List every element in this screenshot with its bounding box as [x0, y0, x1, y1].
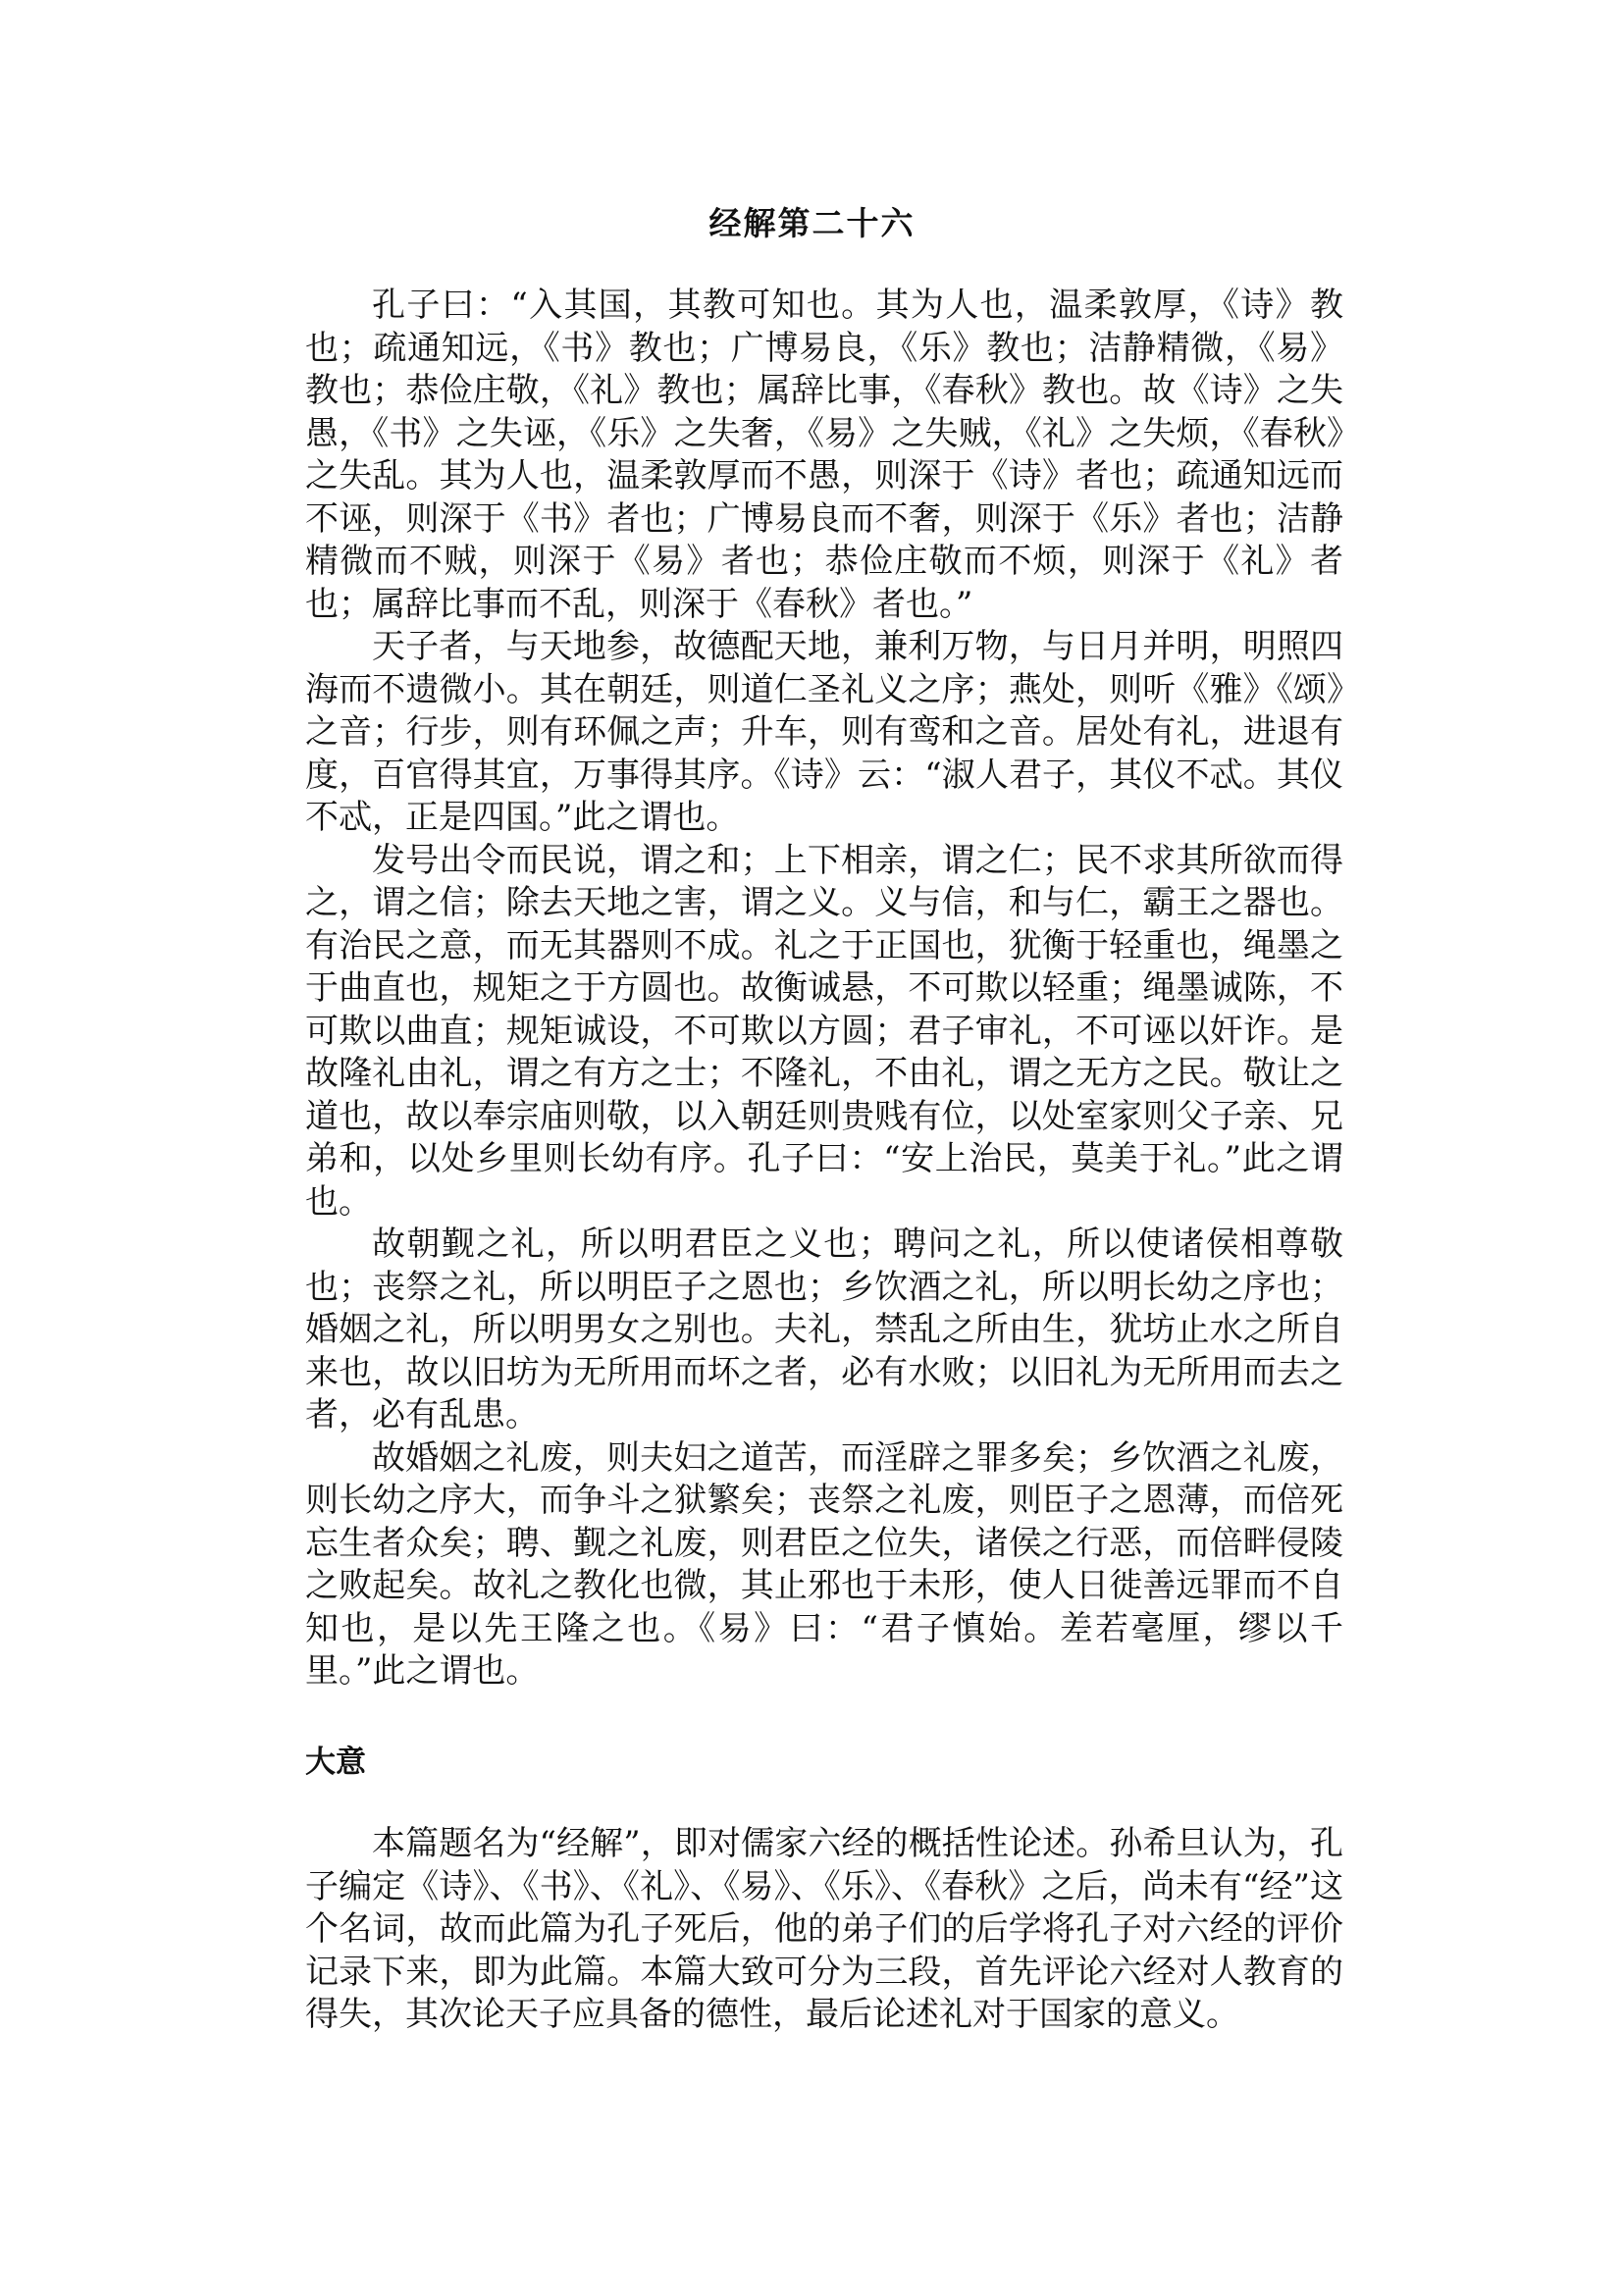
paragraph-1: 孔子曰：“入其国，其教可知也。其为人也，温柔敦厚，《诗》教也；疏通知远，《书》教也；广博易良，《乐》教也；洁静精微，《易》教也；恭俭庄敬，《礼》教也；属辞比事，《春秋》教也。故《诗》之失愚，《书》之失诬，《乐》之失奢，《易》之失贼，《礼》之失烦，《春秋》之失乱。其为人也，温柔敦厚而不愚，则深于《诗》者也；疏通知远而不诬，则深于《书》者也；广博易良而不奢，则深于《乐》者也；洁静精微而不贼，则深于《易》者也；恭俭庄敬而不烦，则深于《礼》者也；属辞比事而不乱，则深于《春秋》者也。”	[305, 286, 1343, 624]
paragraph-2: 天子者，与天地参，故德配天地，兼利万物，与日月并明，明照四海而不遗微小。其在朝廷，则道仁圣礼义之序；燕处，则听《雅》《颂》之音；行步，则有环佩之声；升车，则有鸾和之音。居处有礼，进退有度，百官得其宜，万事得其序。《诗》云：“淑人君子，其仪不忒。其仪不忒，正是四国。”此之谓也。	[305, 627, 1343, 837]
main-text	[305, 285, 1343, 1694]
summary-section	[305, 1823, 1343, 2037]
summary-heading: 大意	[305, 1745, 366, 1780]
paragraph-4: 故朝觐之礼，所以明君臣之义也；聘问之礼，所以使诸侯相尊敬也；丧祭之礼，所以明臣子之恩也；乡饮酒之礼，所以明长幼之序也；婚姻之礼，所以明男女之别也。夫礼，禁乱之所由生，犹坊止水之所自来也，故以旧坊为无所用而坏之者，必有水败；以旧礼为无所用而去之者，必有乱患。	[305, 1225, 1343, 1434]
paragraph-5: 故婚姻之礼废，则夫妇之道苦，而淫辟之罪多矣；乡饮酒之礼废，则长幼之序大，而争斗之狱繁矣；丧祭之礼废，则臣子之恩薄，而倍死忘生者众矣；聘、觐之礼废，则君臣之位失，诸侯之行恶，而倍畔侵陵之败起矣。故礼之教化也微，其止邪也于未形，使人日徙善远罪而不自知也，是以先王隆之也。《易》曰：“君子慎始。差若毫厘，缪以千里。”此之谓也。	[305, 1437, 1343, 1691]
summary-paragraph: 本篇题名为“经解”，即对儒家六经的概括性论述。孙希旦认为，孔子编定《诗》、《书》、《礼》、《易》、《乐》、《春秋》之后，尚未有“经”这个名词，故而此篇为孔子死后，他的弟子们的后学将孔子对六经的评价记录下来，即为此篇。本篇大致可分为三段，首先评论六经对人教育的得失，其次论天子应具备的德性，最后论述礼对于国家的意义。	[305, 1824, 1343, 2034]
page-title: 经解第二十六	[708, 204, 916, 242]
paragraph-3: 发号出令而民说，谓之和；上下相亲，谓之仁；民不求其所欲而得之，谓之信；除去天地之害，谓之义。义与信，和与仁，霸王之器也。有治民之意，而无其器则不成。礼之于正国也，犹衡于轻重也，绳墨之于曲直也，规矩之于方圆也。故衡诚悬，不可欺以轻重；绳墨诚陈，不可欺以曲直；规矩诚设，不可欺以方圆；君子审礼，不可诬以奸诈。是故隆礼由礼，谓之有方之士；不隆礼，不由礼，谓之无方之民。敬让之道也，故以奉宗庙则敬，以入朝廷则贵贱有位，以处室家则父子亲、兄弟和，以处乡里则长幼有序。孔子曰：“安上治民，莫美于礼。”此之谓也。	[305, 840, 1343, 1222]
